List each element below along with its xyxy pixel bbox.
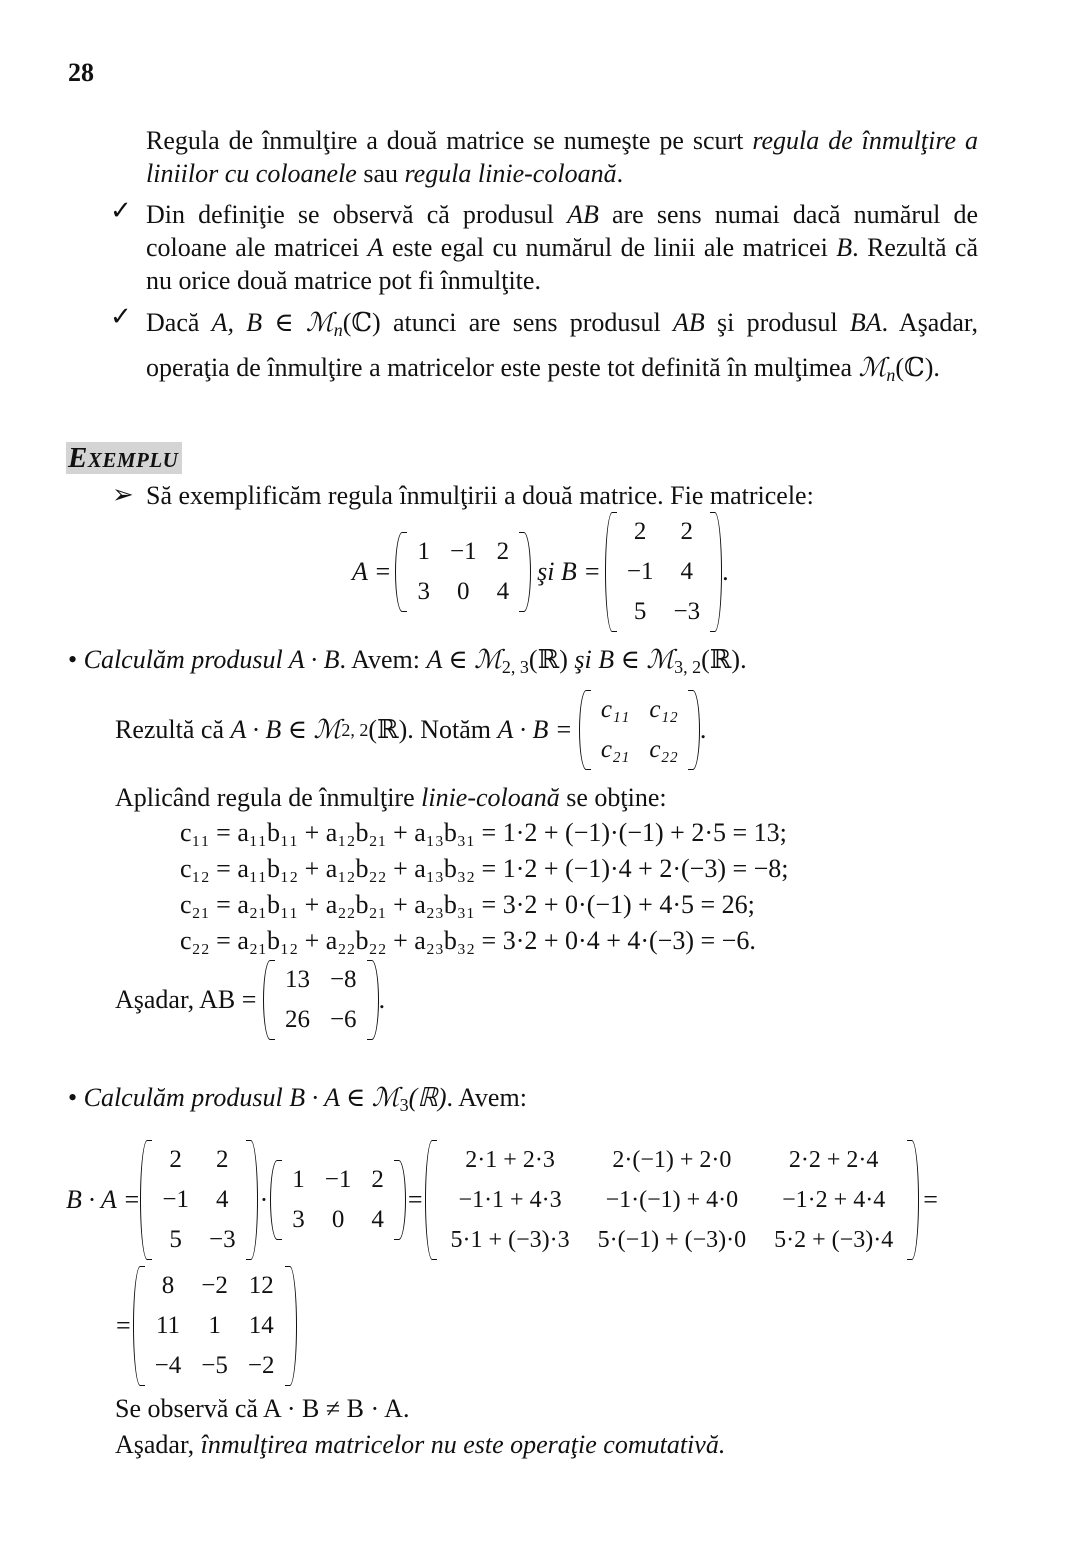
matrix-c-cell: c₁₁ [600,696,630,723]
arrow-bullet-icon: ➢ [112,480,134,509]
matrix-a-factor-cell: −1 [324,1166,352,1193]
ba-computation: B · A = 2 2 −1 4 5 −3 · 1 −1 2 3 0 4 = 2·1 + 2·3 2·(−1) + 2·0 2·2 + 2·4 −1·1 + 4·3 −1·(−1) + 4·0 −1·2 + 4·4 5·1 + (−3)·3 5·(−1) + (−3)·0 5·2 + (−3)·4 = [66,1140,938,1260]
matrix-ba-expanded-cell: −1·1 + 4·3 [458,1187,562,1213]
matrix-a-cell: 2 [496,538,510,565]
matrix-b-factor-cell: 4 [216,1186,229,1213]
matrix-a-factor-cell: 1 [292,1166,305,1193]
matrix-ab [263,960,379,1040]
equation-c12: c₁₂ = a₁₁b₁₂ + a₁₂b₂₂ + a₁₃b₃₂ = 1·2 + (−1)·4 + 2·(−3) = −8; [180,854,789,883]
matrix-a-cell: −1 [449,538,477,565]
matrix-a-cell: 4 [496,578,510,605]
check-item-definition: Din definiţie se observă că produsul AB are sens numai dacă numărul de coloane ale matricei A este egal cu numărul de linii ale matricei B. Rezultă că nu orice două matrice pot fi înmulţite. [146,200,978,295]
matrix-a-cell: 1 [417,538,430,565]
matrix-b-cell: 5 [633,598,647,625]
matrix-c-cell: c₂₂ [649,736,678,763]
matrix-ab-cell: −6 [329,1006,357,1033]
matrix-b-cell: 2 [680,518,694,545]
matrix-b-cell: 2 [633,518,647,545]
bullet-product-ab: • Calculăm produsul A · B. Avem: A ∈ ℳ$_{2, 3}$(ℝ) şi B ∈ ℳ$_{3, 2}$(ℝ). [68,645,747,677]
matrix-a-cell: 0 [457,578,470,605]
matrix-b-cell: 4 [680,558,694,585]
matrix-ba-expanded [425,1140,920,1260]
matrix-b-factor-cell: 2 [169,1146,182,1173]
matrix-ba-cell: 14 [248,1312,274,1339]
matrix-ba-expanded-cell: 2·2 + 2·4 [788,1147,879,1173]
matrix-ba-cell: −2 [247,1352,275,1379]
matrix-ba-cell: −2 [201,1272,228,1299]
bullet-product-ba: • Calculăm produsul B · A ∈ ℳ$_3$(ℝ). Avem: [68,1083,527,1115]
checkmark-icon: ✓ [110,302,132,331]
matrix-c-cell: c₂₁ [600,736,630,763]
matrix-ba-expanded-cell: 5·2 + (−3)·4 [774,1227,894,1253]
matrix-c [579,690,700,770]
matrix-b-cell: −1 [626,558,654,585]
matrix-b-factor-cell: 5 [169,1226,182,1253]
equation-c22: c₂₂ = a₂₁b₁₂ + a₂₂b₂₂ + a₂₃b₃₂ = 3·2 + 0·4 + 4·(−3) = −6. [180,926,756,955]
matrix-ba-expanded-cell: 5·1 + (−3)·3 [450,1227,570,1253]
matrix-a-factor-cell: 4 [371,1206,384,1233]
matrix-b-factor-cell: 2 [216,1146,229,1173]
example-intro: Să exemplificăm regula înmulţirii a două matrice. Fie matricele: [146,481,814,510]
matrix-ba-expanded-cell: 5·(−1) + (−3)·0 [597,1227,747,1253]
matrix-ba [133,1266,297,1386]
example-heading: EXEMPLU [66,442,182,474]
apply-rule-text: Aplicând regula de înmulţire linie-coloană se obţine: [115,783,667,812]
matrix-ab-cell: −8 [329,966,357,993]
matrix-ba-cell: 12 [248,1272,274,1299]
matrix-ab-cell: 13 [284,966,310,993]
equation-c11: c₁₁ = a₁₁b₁₁ + a₁₂b₂₁ + a₁₃b₃₁ = 1·2 + (−1)·(−1) + 2·5 = 13; [180,818,787,847]
matrix-ba-expanded-cell: −1·2 + 4·4 [782,1187,886,1213]
matrix-ba-cell: 11 [155,1312,181,1339]
matrix-ba-cell: −4 [154,1352,182,1379]
matrix-ba-expanded-cell: 2·1 + 2·3 [465,1147,555,1173]
equation-c21: c₂₁ = a₂₁b₁₁ + a₂₂b₂₁ + a₂₃b₃₁ = 3·2 + 0·(−1) + 4·5 = 26; [180,890,755,919]
matrix-b-factor-cell: −1 [162,1186,189,1213]
matrix-ba-cell: −5 [201,1352,228,1379]
result-ab-notation: Rezultă că A · B ∈ ℳ 2, 2 (ℝ). Notăm A · B = c₁₁ c₁₂ c₂₁ c₂₂ . [115,690,706,770]
matrices-definition: A = 1 −1 2 3 0 4 şi B = 2 2 −1 4 5 −3 . [352,512,729,632]
matrix-b [605,512,722,632]
result-ab: Aşadar, AB = 13 −8 26 −6 . [115,960,385,1040]
matrix-b-factor-cell: −3 [208,1226,236,1253]
check-item-square-matrices: Dacă A, B ∈ ℳ$_n$(ℂ) atunci are sens produsul AB şi produsul BA. Aşadar, operaţia de înmulţire a matricelor este peste tot definită în mulţimea ℳ$_n$(ℂ). [146,308,978,385]
matrix-c-cell: c₁₂ [649,696,678,723]
matrix-a-factor-cell: 3 [292,1206,305,1233]
checkmark-icon: ✓ [110,196,132,225]
matrix-ba-cell: 1 [208,1312,221,1339]
matrix-ba-expanded-cell: −1·(−1) + 4·0 [605,1187,739,1213]
matrix-ba-cell: 8 [161,1272,175,1299]
matrix-b-cell: −3 [673,598,701,625]
rule-paragraph: Regula de înmulţire a două matrice se numeşte pe scurt regula de înmulţire a liniilor cu coloanele sau regula linie-coloană. [146,126,978,188]
conclusion: Aşadar, înmulţirea matricelor nu este operaţie comutativă. [115,1430,726,1459]
matrix-a [395,532,531,612]
matrix-ba-expanded-cell: 2·(−1) + 2·0 [612,1147,732,1173]
ba-result: = 8 −2 12 11 1 14 −4 −5 −2 [116,1266,297,1386]
matrix-a-factor-cell: 2 [371,1166,384,1193]
observation: Se observă că A · B ≠ B · A. [115,1394,410,1423]
matrix-a-factor-cell: 0 [331,1206,345,1233]
matrix-a-factor [270,1160,406,1240]
page-number: 28 [68,58,94,87]
matrix-ab-cell: 26 [284,1006,310,1033]
matrix-b-factor [140,1140,257,1260]
matrix-a-cell: 3 [417,578,430,605]
